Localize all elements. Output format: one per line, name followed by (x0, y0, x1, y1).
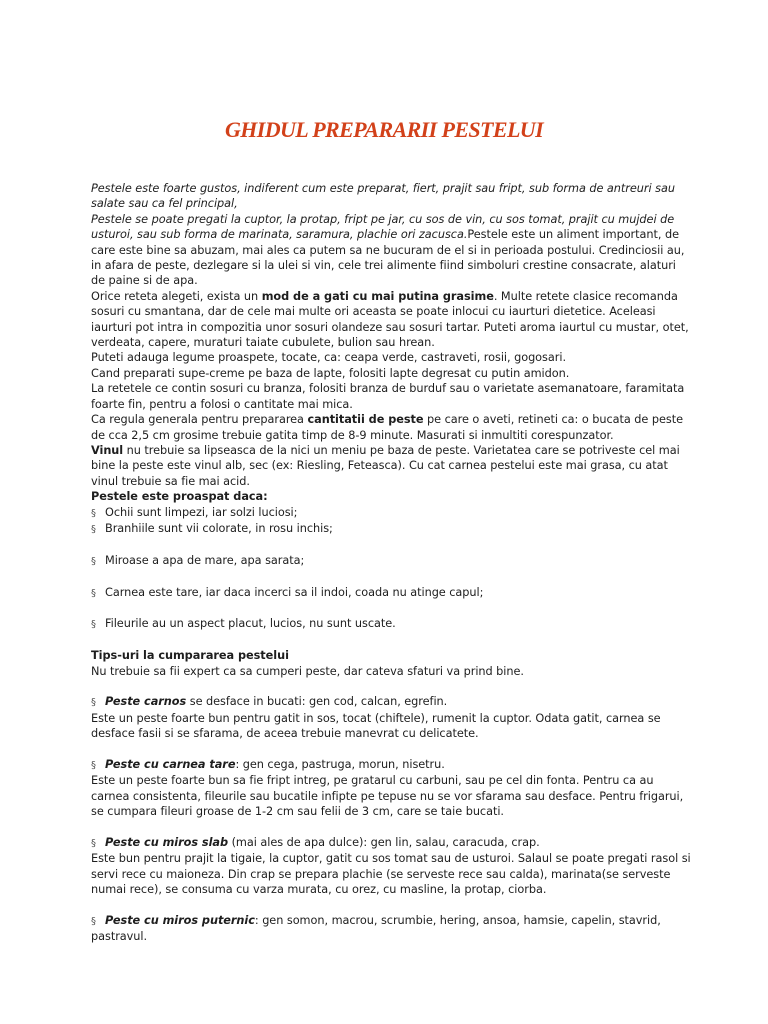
category-text: Este un peste foarte bun pentru gatit in sos, tocat (chiftele), rumenit la cuptor. Odata gatit, carnea se desface fasii si se sfarama, de aceea trebuie manevrat cu delicatete. (91, 711, 661, 741)
category-title: Peste cu miros slab (105, 835, 229, 849)
category-summary: : gen somon, macrou, scrumbie, hering, ansoa, hamsie, capelin, stavrid, pastravul. (91, 913, 661, 944)
spacer (91, 742, 691, 757)
quantity-text-after: pe care o aveti, retineti ca: o bucata de peste de cca 2,5 cm grosime trebuie gatita timp de 8-9 minute. Masurati si inmultiti corespunzator. (91, 413, 684, 442)
soups-paragraph: Cand preparati supe-creme pe baza de lapte, folositi lapte degresat cu putin amidon. (91, 366, 570, 380)
tips-heading (91, 648, 691, 663)
fresh-heading (91, 489, 691, 504)
bullet-icon: § (91, 759, 96, 771)
spacer (91, 601, 691, 616)
category-heading (91, 694, 691, 710)
spacer (91, 569, 691, 584)
quantity-text-before: Ca regula generala pentru prepararea (91, 413, 308, 427)
quantity-paragraph (91, 412, 691, 443)
bullet-icon: § (91, 697, 96, 709)
fresh-heading-text: Pestele este proaspat daca: (91, 490, 268, 504)
wine-paragraph (91, 443, 691, 489)
bullet-icon: § (91, 523, 96, 535)
category-heading (91, 913, 691, 945)
wine-text-after: nu trebuie sa lipseasca de la nici un meniu pe baza de peste. Varietatea care se potriveste cel mai bine la peste este vinul alb, sec (ex: Riesling, Feteasca). Cu cat carnea pestelui este mai grasa, cu atat vinul trebuie sa fie mai acid. (91, 443, 680, 488)
tips-intro: Nu trebuie sa fii expert ca sa cumperi peste, dar cateva sfaturi va prind bine. (91, 664, 524, 678)
spacer (91, 679, 691, 694)
wine-text-bold: Vinul (91, 443, 124, 457)
spacer (91, 898, 691, 913)
category-summary: (mai ales de apa dulce): gen lin, salau, caracuda, crap. (228, 835, 540, 849)
intro-tail-text: Pestele este un aliment important, de care este bine sa abuzam, mai ales ca putem sa ne bucuram de el si in perioada postului. Credinciosii au, in afara de peste, dezlegare si la ulei si vin, cele trei alimente fiind simboluri crestine consacrate, alaturi de paine si de apa. (91, 228, 685, 288)
vegetables-paragraph: Puteti adauga legume proaspete, tocate, ca: ceapa verde, castraveti, rosii, gogosari. (91, 351, 566, 365)
bullet-icon: § (91, 507, 96, 519)
fresh-list-item (91, 505, 691, 521)
category-title: Peste carnos (105, 695, 187, 709)
recipe-text-bold: mod de a gati cu mai putina grasime (261, 289, 494, 303)
category-text: Este bun pentru prajit la tigaie, la cuptor, gatit cu sos tomat sau de usturoi. Salaul se poate pregati rasol si servi rece cu maioneza. Din crap se prepara plachie (se serveste rece sau calda), marinata(se serveste numai rece), se consuma cu varza murata, cu orez, cu masline, la protap, ciorba. (91, 852, 691, 897)
fresh-item-text: Carnea este tare, iar daca incerci sa il indoi, coada nu atinge capul; (105, 585, 484, 599)
recipe-text-after: . Multe retete clasice recomanda sosuri cu smantana, dar de cele mai multe ori aceasta se poate inlocui cu iaurturi dietetice. Aceleasi iaurturi pot intra in compozitia unor sosuri olandeze sau sosuri tartar. Puteti aroma iaurtul cu mustar, otet, verdeata, capere, muraturi taiate cubulete, bulion sau hrean. (91, 289, 689, 350)
document-title: GHIDUL PREPARARII PESTELUI (224, 117, 544, 142)
tips-heading-text: Tips-uri la cumpararea pestelui (91, 649, 289, 663)
category-title: Peste cu carnea tare (105, 757, 236, 771)
cheese-paragraph: La retetele ce contin sosuri cu branza, folositi branza de burduf sau o varietate asemanatoare, faramitata foarte fin, pentru a folosi o cantitate mai mica. (91, 382, 685, 411)
spacer (91, 633, 691, 648)
quantity-text-bold: cantitatii de peste (307, 413, 424, 427)
fresh-item-text: Ochii sunt limpezi, iar solzi luciosi; (105, 505, 298, 519)
intro-paragraph-1: Pestele este foarte gustos, indiferent cum este preparat, fiert, prajit sau fript, sub forma de antreuri sau salate sau ca fel principal, (91, 182, 675, 211)
recipe-text-before: Orice reteta alegeti, exista un (91, 289, 262, 303)
spacer (91, 820, 691, 835)
category-heading (91, 757, 691, 773)
fresh-list-item (91, 553, 691, 569)
spacer (91, 537, 691, 552)
fresh-list-item (91, 616, 691, 632)
bullet-icon: § (91, 619, 96, 631)
category-summary: : gen cega, pastruga, morun, nisetru. (235, 757, 445, 771)
fresh-item-text: Fileurile au un aspect placut, lucios, nu sunt uscate. (105, 617, 396, 631)
fresh-list-item (91, 521, 691, 537)
bullet-icon: § (91, 837, 96, 849)
category-text: Este un peste foarte bun sa fie fript intreg, pe gratarul cu carbuni, sau pe cel din fonta. Pentru ca au carnea consistenta, fileurile sau bucatile infipte pe tepuse nu se vor sfarama sau desface. Pentru frigarui, se cumpara fileuri groase de 1-2 cm sau felii de 3 cm, care se taie bucati. (91, 774, 684, 819)
bullet-icon: § (91, 555, 96, 567)
bullet-icon: § (91, 915, 96, 927)
category-summary: se desface in bucati: gen cod, calcan, egrefin. (186, 695, 448, 709)
intro-paragraph-2 (91, 212, 691, 289)
intro-italic-text: Pestele se poate pregati la cuptor, la protap, fript pe jar, cu sos de vin, cu sos tomat, prajit cu mujdei de usturoi, sau sub forma de marinata, saramura, plachie ori zacusca. (91, 212, 675, 242)
category-heading (91, 835, 691, 851)
recipe-paragraph (91, 289, 691, 351)
category-title: Peste cu miros puternic (105, 913, 255, 927)
fresh-item-text: Branhiile sunt vii colorate, in rosu inchis; (105, 521, 333, 535)
document-body (91, 181, 691, 945)
fresh-list-item (91, 585, 691, 601)
bullet-icon: § (91, 587, 96, 599)
fresh-item-text: Miroase a apa de mare, apa sarata; (105, 553, 305, 567)
